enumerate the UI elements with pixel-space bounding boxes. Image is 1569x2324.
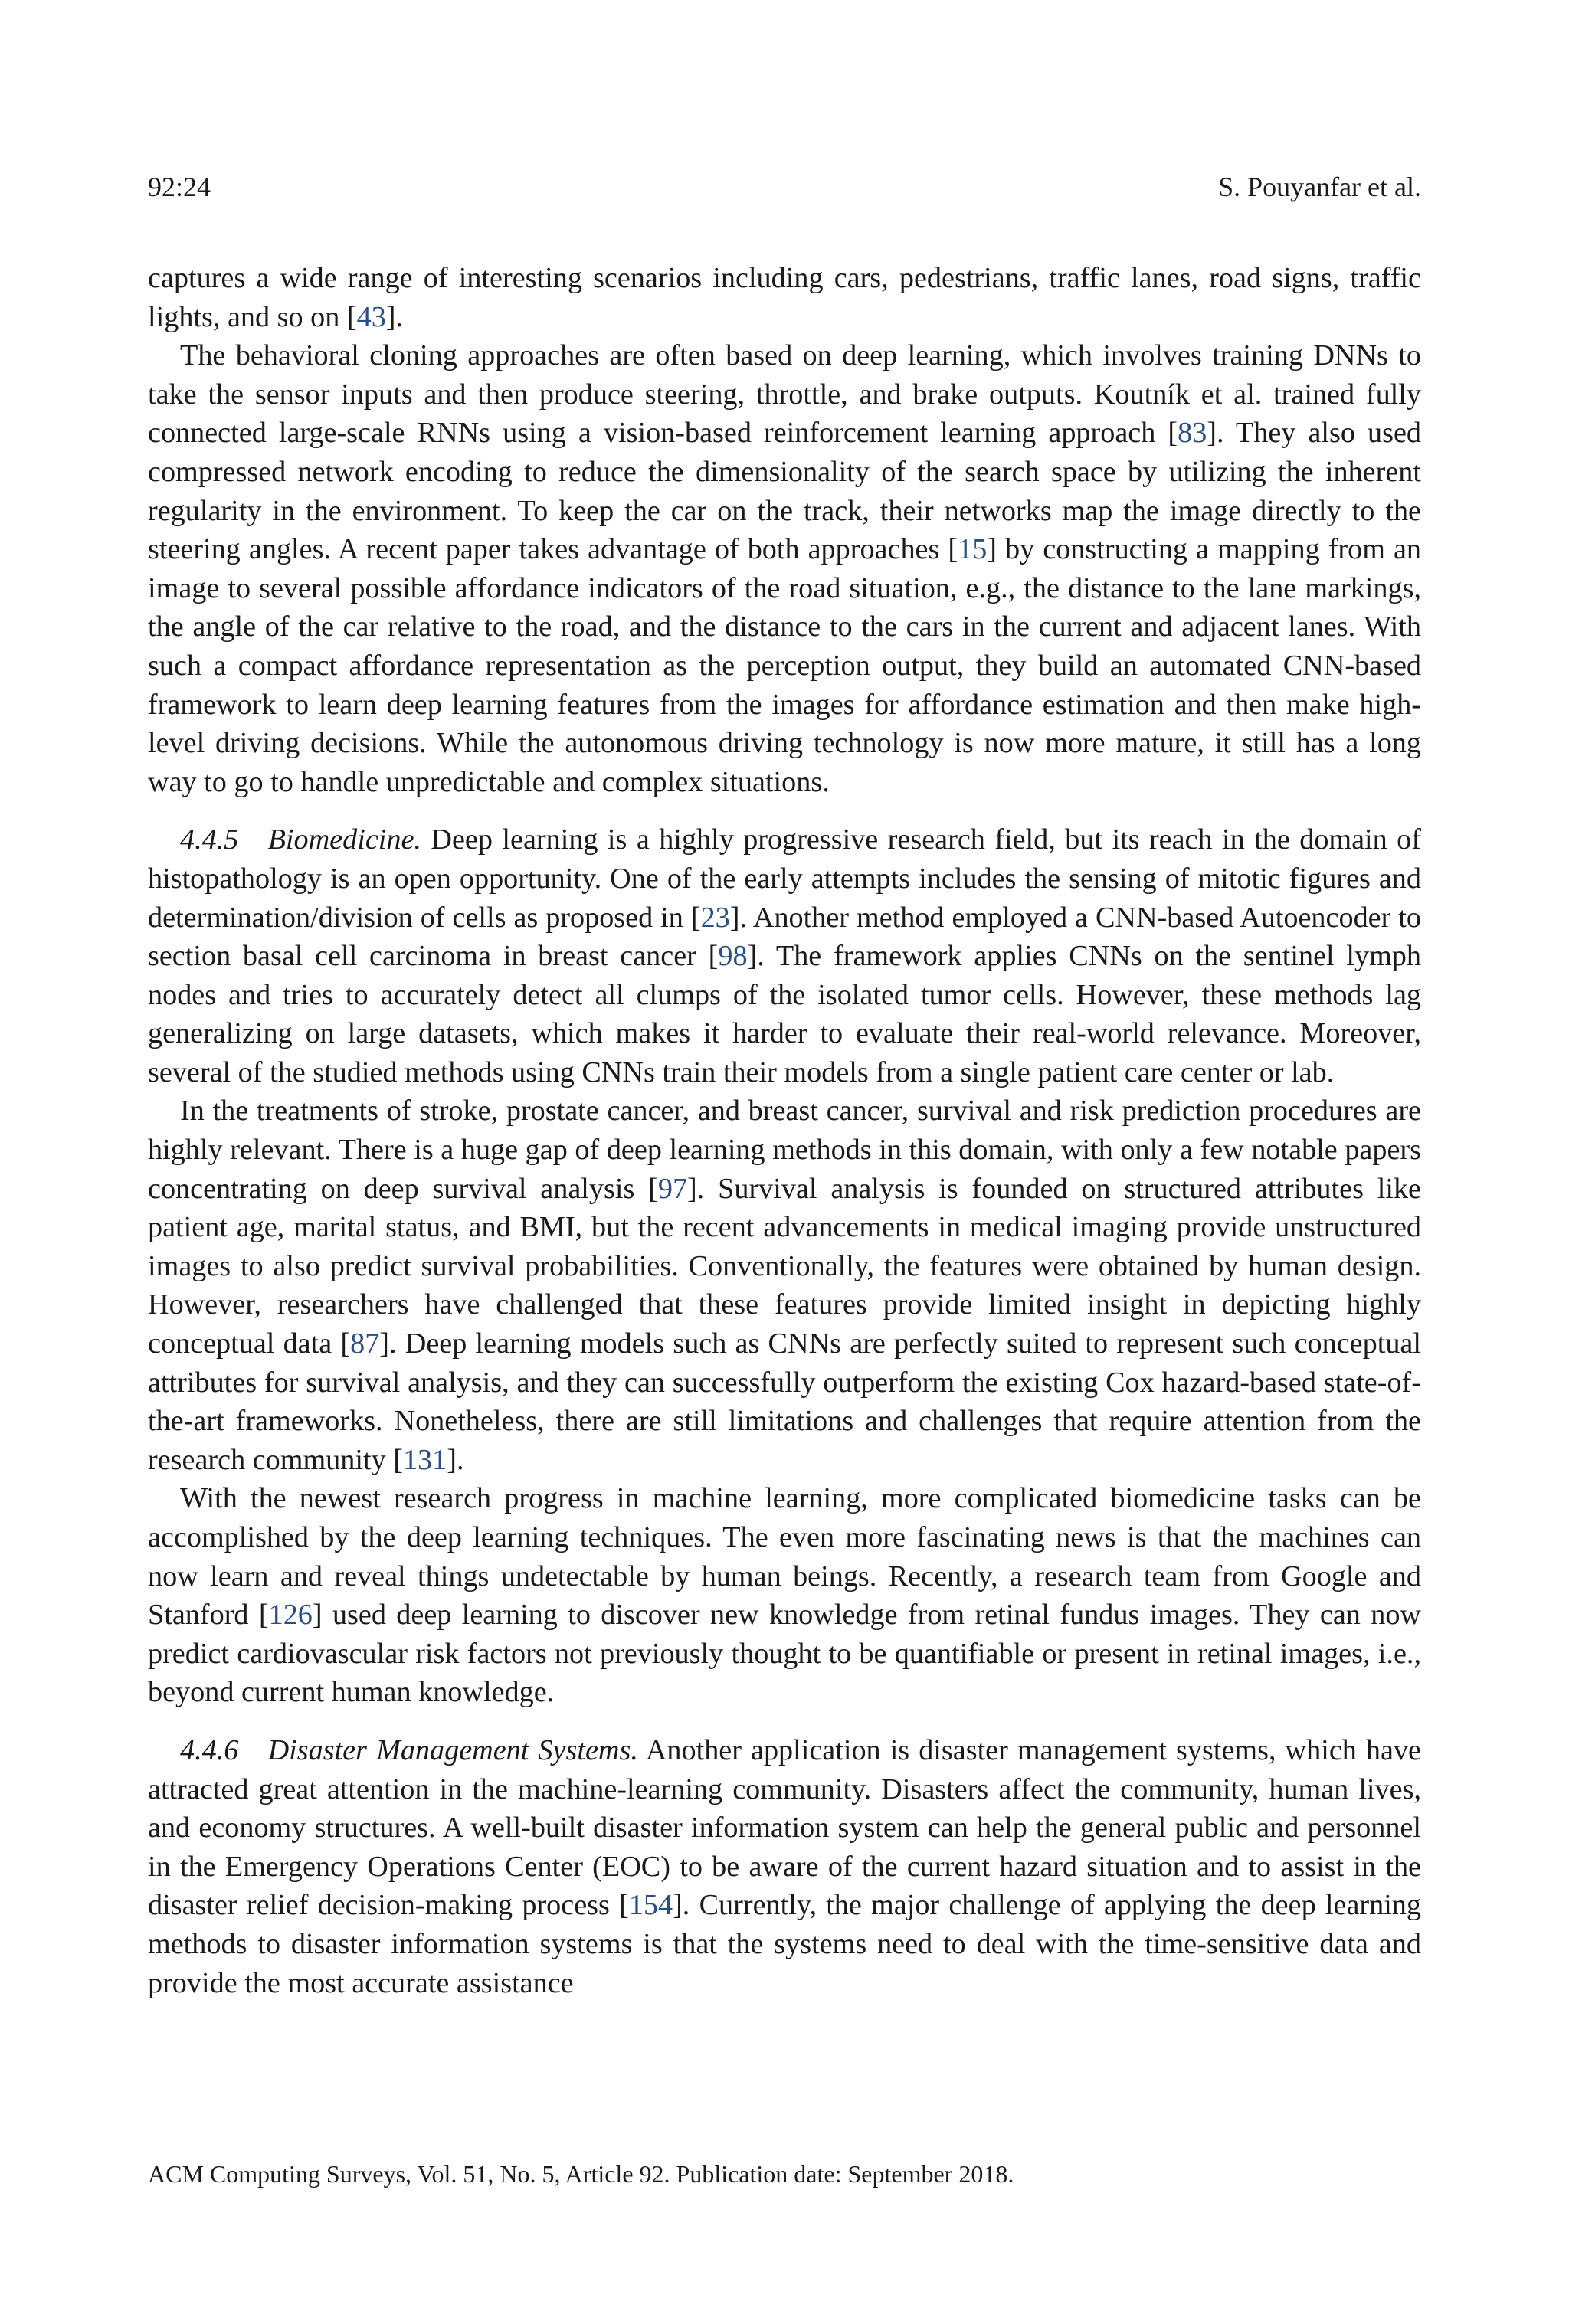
- citation-link[interactable]: 131: [402, 1443, 447, 1476]
- journal-footer: ACM Computing Surveys, Vol. 51, No. 5, Article 92. Publication date: September 2018.: [148, 2160, 1014, 2188]
- section-disaster-management: 4.4.6 Disaster Management Systems. Another application is disaster management systems, which have attracted great attention in the machine-learning community. Disasters affect the community, human lives, and economy structures. A well-built disaster information system can help the general public and personnel in the Emergency Operations Center (EOC) to be aware of the current hazard situation and to assist in the disaster relief decision-making process [154]. Currently, the major challenge of applying the deep learning methods to disaster information systems is that the systems need to deal with the time-sensitive data and provide the most accurate assistance: [148, 1733, 1421, 1999]
- section-title: Disaster Management Systems.: [267, 1733, 638, 1766]
- citation-link[interactable]: 87: [350, 1327, 380, 1360]
- citation-link[interactable]: 83: [1178, 417, 1207, 450]
- citation-link[interactable]: 23: [700, 901, 730, 934]
- paragraph-continuation: captures a wide range of interesting scenarios including cars, pedestrians, traffic lanes, road signs, traffic lights, and so on [43].: [148, 262, 1421, 333]
- citation-link[interactable]: 43: [356, 300, 386, 333]
- citation-link[interactable]: 15: [958, 533, 988, 566]
- section-title: Biomedicine.: [267, 823, 421, 856]
- citation-link[interactable]: 97: [657, 1172, 688, 1205]
- paragraph-behavioral-cloning: The behavioral cloning approaches are often based on deep learning, which involves training DNNs to take the sensor inputs and then produce steering, throttle, and brake outputs. Koutník et al. trained fully connected large-scale RNNs using a vision-based reinforcement learning approach [83]. They also used compressed network encoding to reduce the dimensionality of the search space by utilizing the inherent regularity in the environment. To keep the car on the track, their networks map the image directly to the steering angles. A recent paper takes advantage of both approaches [15] by constructing a mapping from an image to several possible affordance indicators of the road situation, e.g., the distance to the lane markings, the angle of the car relative to the road, and the distance to the cars in the current and adjacent lanes. With such a compact affordance representation as the perception output, they build an automated CNN-based framework to learn deep learning features from the images for affordance estimation and then make high-level driving decisions. While the autonomous driving technology is now more mature, it still has a long way to go to handle unpredictable and complex situations.: [148, 339, 1421, 798]
- citation-link[interactable]: 126: [268, 1599, 313, 1632]
- page-number: 92:24: [148, 172, 211, 202]
- section-number: 4.4.5: [180, 823, 239, 856]
- paragraph-retinal-research: With the newest research progress in machine learning, more complicated biomedicine tasks can be accomplished by the deep learning techniques. The even more fascinating news is that the machines can now learn and reveal things undetectable by human beings. Recently, a research team from Google and Stanford [126] used deep learning to discover new knowledge from retinal fundus images. They can now predict cardiovascular risk factors not previously thought to be quantifiable or present in retinal images, i.e., beyond current human knowledge.: [148, 1482, 1421, 1709]
- body-text: [148, 259, 1421, 2002]
- section-biomedicine: 4.4.5 Biomedicine. Deep learning is a highly progressive research field, but its reach in the domain of histopathology is an open opportunity. One of the early attempts includes the sensing of mitotic figures and determination/division of cells as proposed in [23]. Another method employed a CNN-based Autoencoder to section basal cell carcinoma in breast cancer [98]. The framework applies CNNs on the sentinel lymph nodes and tries to accurately detect all clumps of the isolated tumor cells. However, these methods lag generalizing on large datasets, which makes it harder to evaluate their real-world relevance. Moreover, several of the studied methods using CNNs train their models from a single patient care center or lab.: [148, 823, 1422, 1088]
- citation-link[interactable]: 98: [718, 940, 748, 973]
- citation-link[interactable]: 154: [628, 1889, 673, 1922]
- running-head-authors: S. Pouyanfar et al.: [1218, 172, 1421, 202]
- paragraph-survival-analysis: In the treatments of stroke, prostate cancer, and breast cancer, survival and risk prediction procedures are highly relevant. There is a huge gap of deep learning methods in this domain, with only a few notable papers concentrating on deep survival analysis [97]. Survival analysis is founded on structured attributes like patient age, marital status, and BMI, but the recent advancements in medical imaging provide unstructured images to also predict survival probabilities. Conventionally, the features were obtained by human design. However, researchers have challenged that these features provide limited insight in depicting highly conceptual data [87]. Deep learning models such as CNNs are perfectly suited to represent such conceptual attributes for survival analysis, and they can successfully outperform the existing Cox hazard-based state-of-the-art frameworks. Nonetheless, there are still limitations and challenges that require attention from the research community [131].: [148, 1095, 1421, 1476]
- section-number: 4.4.6: [180, 1733, 239, 1766]
